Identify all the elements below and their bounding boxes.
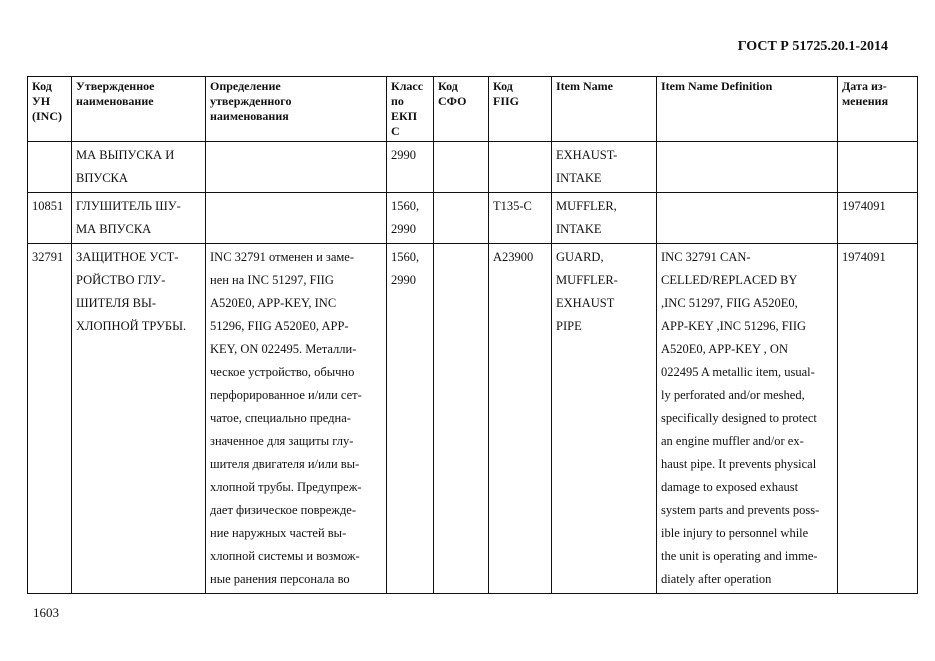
cell-class [387,193,434,244]
cell-line: CELLED/REPLACED BY [661,273,798,287]
page-number: 1603 [33,605,59,620]
cell-line: нен на INC 51297, FIIG [210,273,334,287]
cell-line: 1560, [391,250,420,264]
cell-line: 10851 [32,199,64,213]
cell-definition [206,244,387,594]
cell-line: чатое, специально предна- [210,411,351,425]
cell-sfo [434,193,489,244]
column-header-change-date [838,77,918,142]
cell-line: ВПУСКА [76,171,128,185]
cell-line: ные ранения персонала во [210,572,350,586]
cell-line: GUARD, [556,250,604,264]
cell-line: Item Name [556,79,613,93]
cell-line: PIPE [556,319,582,333]
cell-line: ible injury to personnel while [661,526,809,540]
cell-line: ние наружных частей вы- [210,526,347,540]
cell-line: 51296, FIIG A520E0, APP- [210,319,349,333]
cell-line: EXHAUST [556,296,615,310]
cell-fiig [489,193,552,244]
cell-code [28,142,72,193]
cell-class [387,142,434,193]
cell-line: 2990 [391,222,416,236]
catalog-table [27,76,918,594]
cell-line: haust pipe. It prevents physical [661,457,817,471]
table-body [28,142,918,594]
cell-line: Утвержденное [76,79,155,93]
cell-line: значенное для защиты глу- [210,434,354,448]
column-header-sfo [434,77,489,142]
cell-line: ческое устройство, обычно [210,365,355,379]
cell-line: хлопной системы и возмож- [210,549,360,563]
column-header-approved-name [72,77,206,142]
table-row [28,193,918,244]
table-header-row [28,77,918,142]
cell-line: INC 32791 CAN- [661,250,751,264]
cell-item-def [657,193,838,244]
cell-line: (INC) [32,109,62,123]
table-row [28,142,918,193]
cell-line: 1974091 [842,250,886,264]
cell-line: INTAKE [556,171,602,185]
cell-line: MUFFLER, [556,199,617,213]
cell-line: СФО [438,94,467,108]
cell-line: diately after operation [661,572,772,586]
cell-line: KEY, ON 022495. Металли- [210,342,357,356]
column-header-code-un [28,77,72,142]
cell-item-name [552,193,657,244]
cell-date [838,142,918,193]
document-id: ГОСТ Р 51725.20.1-2014 [737,39,888,54]
column-header-item-name [552,77,657,142]
cell-line: MUFFLER- [556,273,618,287]
cell-line: 2990 [391,273,416,287]
cell-line: an engine muffler and/or ex- [661,434,804,448]
cell-line: ,INC 51297, FIIG A520E0, [661,296,798,310]
cell-line: ШИТЕЛЯ ВЫ- [76,296,157,310]
cell-item-name [552,142,657,193]
cell-line: system parts and prevents poss- [661,503,820,517]
cell-code [28,193,72,244]
cell-fiig [489,142,552,193]
cell-line: Дата из- [842,79,887,93]
cell-line: INTAKE [556,222,602,236]
cell-line: Item Name Definition [661,79,773,93]
cell-line: наименования [210,109,289,123]
table-row [28,244,918,594]
cell-line: шителя двигателя и/или вы- [210,457,360,471]
cell-line: APP-KEY ,INC 51296, FIIG [661,319,807,333]
cell-line: Класс [391,79,424,93]
cell-definition [206,142,387,193]
cell-sfo [434,244,489,594]
cell-line: A23900 [493,250,534,264]
cell-line: Код [32,79,52,93]
cell-line: МА ВПУСКА [76,222,152,236]
cell-line: хлопной трубы. Предупреж- [210,480,362,494]
cell-item-name [552,244,657,594]
cell-sfo [434,142,489,193]
cell-line: ЗАЩИТНОЕ УСТ- [76,250,179,264]
cell-line: Код [493,79,513,93]
cell-line: УН [32,94,51,108]
cell-item-def [657,142,838,193]
cell-line: INC 32791 отменен и заме- [210,250,355,264]
cell-line: the unit is operating and imme- [661,549,818,563]
cell-name [72,193,206,244]
cell-line: наименование [76,94,154,108]
column-header-fiig [489,77,552,142]
cell-line: ХЛОПНОЙ ТРУБЫ. [76,319,187,333]
cell-line: по [391,94,404,108]
cell-line: FIIG [493,94,520,108]
cell-line: менения [842,94,889,108]
cell-line: утвержденного [210,94,292,108]
cell-fiig [489,244,552,594]
cell-line: A520E0, APP-KEY, INC [210,296,337,310]
cell-line: 2990 [391,148,416,162]
cell-line: ly perforated and/or meshed, [661,388,805,402]
cell-line: ГЛУШИТЕЛЬ ШУ- [76,199,181,213]
cell-name [72,142,206,193]
cell-line: Определение [210,79,281,93]
column-header-definition [206,77,387,142]
cell-line: specifically designed to protect [661,411,817,425]
cell-line: A520E0, APP-KEY , ON [661,342,788,356]
cell-definition [206,193,387,244]
cell-line: T135-C [493,199,532,213]
cell-line: 022495 A metallic item, usual- [661,365,815,379]
cell-code [28,244,72,594]
cell-line: 32791 [32,250,64,264]
cell-line: Код [438,79,458,93]
column-header-item-name-definition [657,77,838,142]
cell-line: С [391,124,400,138]
cell-item-def [657,244,838,594]
cell-line: 1560, [391,199,420,213]
cell-line: damage to exposed exhaust [661,480,799,494]
cell-line: РОЙСТВО ГЛУ- [76,273,166,287]
cell-line: МА ВЫПУСКА И [76,148,175,162]
cell-class [387,244,434,594]
cell-date [838,193,918,244]
cell-line: ЕКП [391,109,418,123]
cell-name [72,244,206,594]
cell-line: дает физическое поврежде- [210,503,357,517]
cell-line: перфорированное и/или сет- [210,388,362,402]
cell-date [838,244,918,594]
cell-line: EXHAUST- [556,148,618,162]
column-header-class [387,77,434,142]
cell-line: 1974091 [842,199,886,213]
